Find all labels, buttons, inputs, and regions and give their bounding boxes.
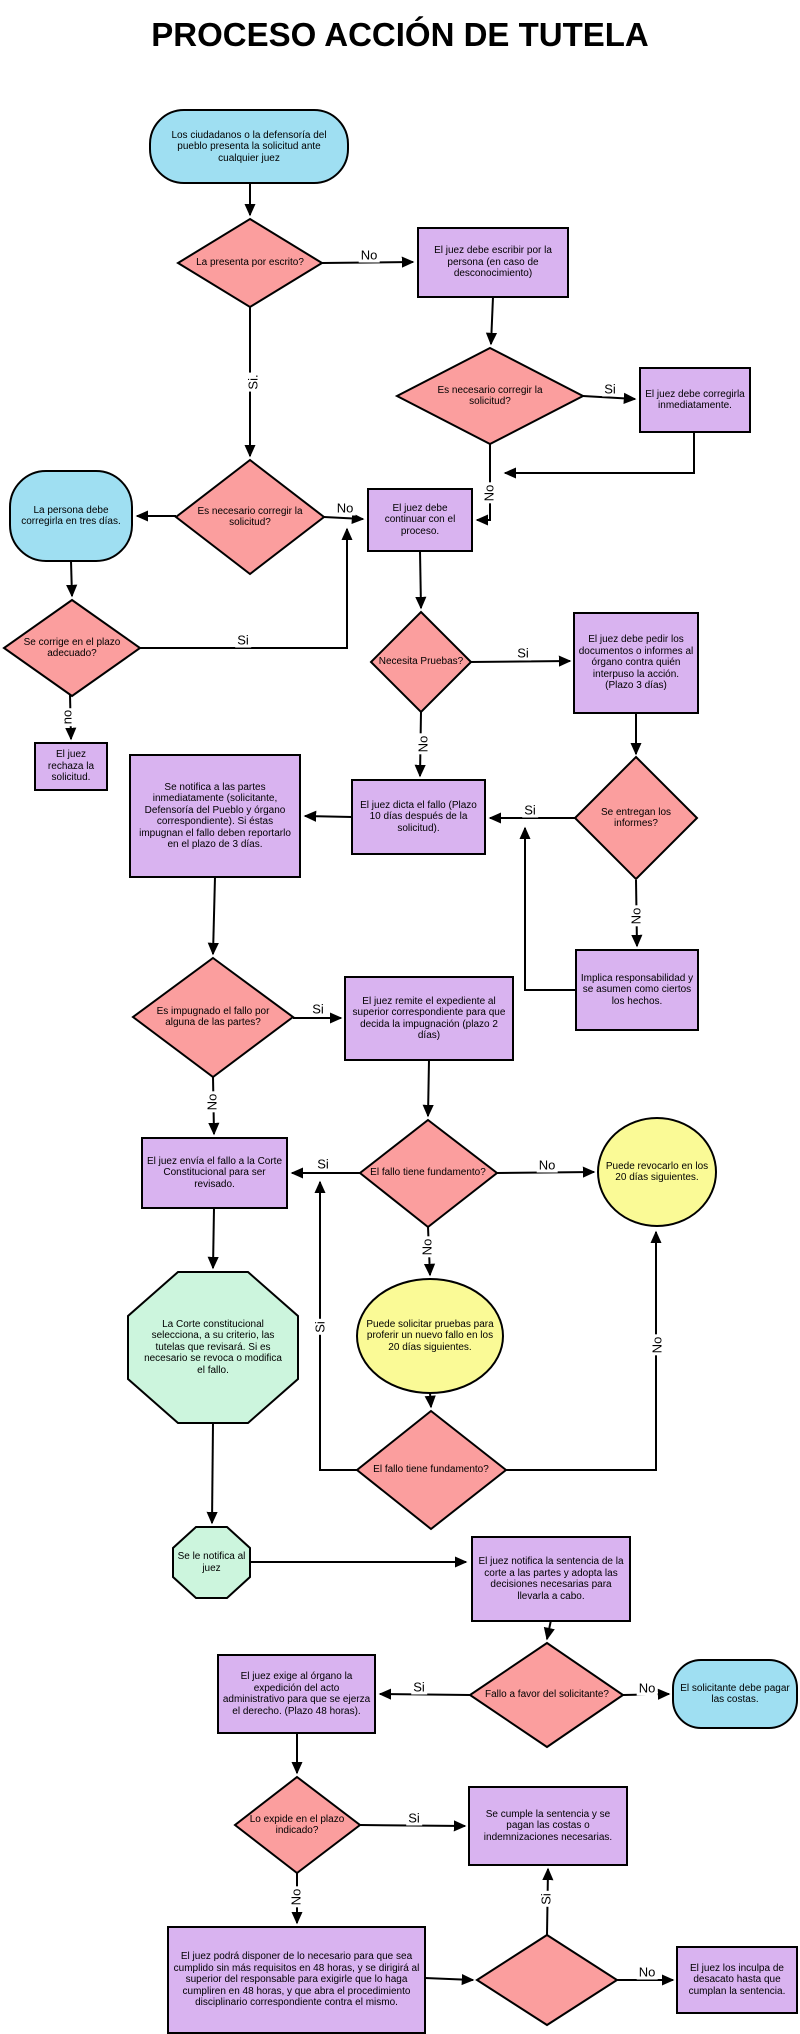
node-process-continuar-proceso: El juez debe continuar con el proceso. <box>384 502 456 537</box>
node-process-inculpa-desacato: El juez los inculpa de desacato hasta que cumplan la sentencia. <box>688 1962 786 1997</box>
node-process-dicta-fallo: El juez dicta el fallo (Plazo 10 días después de la solicitud). <box>360 799 477 834</box>
edge-label-d8-no-down: No <box>419 1238 435 1256</box>
edge-b1-to-d2 <box>491 297 493 344</box>
edge-b7-to-b6 <box>305 816 352 817</box>
edge-o1-to-o2 <box>212 1423 213 1523</box>
node-octagon-notifica-juez: Se le notifica al juez <box>177 1551 246 1574</box>
node-decision-lo-expide: Lo expide en el plazo indicado? <box>249 1813 345 1836</box>
edge-label-d10-no: No <box>638 1680 656 1696</box>
edge-label-d12-no: No <box>638 1964 656 1980</box>
edge-b11-to-d10 <box>547 1620 551 1639</box>
node-start: Los ciudadanos o la defensoría del pueblo presenta la solicitud ante cualquier juez <box>171 129 327 164</box>
edge-b8-return <box>525 828 576 990</box>
node-decision-fallo-a-favor: Fallo a favor del solicitante? <box>485 1689 609 1701</box>
node-process-escribir-por-persona: El juez debe escribir por la persona (en caso de desconocimiento) <box>434 245 552 280</box>
node-decision-fallo-fundamento-2: El fallo tiene fundamento? <box>373 1464 489 1476</box>
node-decision-entregan-informes: Se entregan los informes? <box>600 806 672 829</box>
node-process-envia-fallo-corte: El juez envía el fallo a la Corte Constitucional para ser revisado. <box>146 1155 283 1190</box>
node-process-notifica-partes: Se notifica a las partes inmediatamente (solicitante, Defensoría del Pueblo y órgano correspondiente). Si éstas impugnan el fallo deben reportarlo en el plazo de 3 días. <box>139 781 291 850</box>
node-process-implica-responsabilidad: Implica responsabilidad y se asumen como ciertos los hechos. <box>580 972 694 1007</box>
shape-decision-se-cumple-sentencia <box>477 1935 617 2025</box>
edge-label-d10-si: Si <box>413 1679 425 1695</box>
edge-b2-return <box>505 432 694 473</box>
edge-e1-to-d4 <box>71 561 72 596</box>
node-delay-solicitar-pruebas: Puede solicitar pruebas para proferir un nuevo fallo en los 20 días siguientes. <box>366 1318 494 1353</box>
node-octagon-corte-selecciona: La Corte constitucional selecciona, a su criterio, las tutelas que revisará. Si es necesario se revoca o modifica el fallo. <box>144 1318 282 1376</box>
node-decision-es-impugnado: Es impugnado el fallo por alguna de las partes? <box>156 1005 270 1028</box>
node-process-notifica-sentencia: El juez notifica la sentencia de la corte a las partes y adopta las decisiones necesarias para llevarla a cabo. <box>478 1556 624 1602</box>
edge-d5-si <box>469 661 570 662</box>
node-process-podra-disponer: El juez podrá disponer de lo necesario para que sea cumplido sin más requisitos en 48 horas, y se dirigirá al superior del responsable para exigirle que lo haga cumpliren en 48 horas, y que abra el procedimiento disciplinario correspondiente contra el mismo. <box>173 1951 420 2009</box>
edge-label-d9-si: Si <box>312 1321 328 1333</box>
edge-label-d12-si: Si <box>538 1893 554 1905</box>
edge-e2-to-d9 <box>430 1393 431 1407</box>
edge-label-d11-no: No <box>288 1888 304 1906</box>
edge-label-d5-no: No <box>415 735 431 753</box>
node-decision-corregir-izquierda: Es necesario corregir la solicitud? <box>197 505 303 528</box>
edge-label-d6-si: Si <box>524 802 536 818</box>
edge-d3-no <box>324 517 363 519</box>
edge-label-d7-no: No <box>204 1093 220 1111</box>
edge-label-d1-si: Si. <box>245 374 261 390</box>
edge-b9-to-d8 <box>428 1060 429 1116</box>
node-process-rechaza-solicitud: El juez rechaza la solicitud. <box>47 749 95 784</box>
edge-label-d9-no: No <box>649 1336 665 1354</box>
edge-b6-to-d7 <box>213 877 215 954</box>
edge-label-d8-no-right: No <box>538 1157 556 1173</box>
edge-b10-to-o1 <box>213 1208 214 1268</box>
node-decision-corrige-plazo: Se corrige en el plazo adecuado? <box>23 636 121 659</box>
node-decision-corregir-derecha: Es necesario corregir la solicitud? <box>437 384 543 407</box>
node-delay-puede-revocarlo: Puede revocarlo en los 20 días siguientes. <box>605 1160 709 1183</box>
node-process-exige-acto: El juez exige al órgano la expedición del acto administrativo para que se ejerza el derecho. (Plazo 48 horas). <box>222 1671 371 1717</box>
node-terminator-pagar-costas: El solicitante debe pagar las costas. <box>680 1682 790 1705</box>
node-decision-fallo-fundamento-1: El fallo tiene fundamento? <box>370 1167 486 1179</box>
edge-label-d5-si: Si <box>517 645 529 661</box>
node-terminator-persona-corregirla: La persona debe corregirla en tres días. <box>21 504 121 527</box>
node-process-remite-expediente: El juez remite el expediente al superior correspondiente para que decida la impugnación (plazo 2 días) <box>352 995 506 1041</box>
edge-d9-no <box>506 1232 656 1470</box>
node-process-cumple-sentencia-costas: Se cumple la sentencia y se pagan las costas o indemnizaciones necesarias. <box>483 1808 613 1843</box>
edge-label-d11-si: Si <box>408 1810 420 1826</box>
edge-label-d4-si: Si <box>237 632 249 648</box>
edge-label-d8-si: Si <box>317 1156 329 1172</box>
edge-label-d7-si: Si <box>312 1001 324 1017</box>
edge-label-d3-no: No <box>336 500 354 516</box>
edge-b14-to-d12 <box>425 1978 473 1980</box>
edge-label-d4-no: no <box>59 709 75 725</box>
edge-b3-to-d5 <box>420 551 421 608</box>
node-process-pedir-documentos: El juez debe pedir los documentos o informes al órgano contra quién interpuso la acción. (Plazo 3 días) <box>578 634 694 692</box>
page-title: PROCESO ACCIÓN DE TUTELA <box>151 16 649 53</box>
edge-label-d1-no: No <box>360 247 378 263</box>
node-process-corregirla-inmediatamente: El juez debe corregirla inmediatamente. <box>645 388 745 411</box>
edge-label-d6-no: No <box>628 907 644 925</box>
node-decision-necesita-pruebas: Necesita Pruebas? <box>378 656 464 668</box>
edge-label-d2-no: No <box>481 484 497 502</box>
node-decision-presenta-escrito: La presenta por escrito? <box>196 257 304 269</box>
edge-label-d2-si: Si <box>604 381 616 397</box>
